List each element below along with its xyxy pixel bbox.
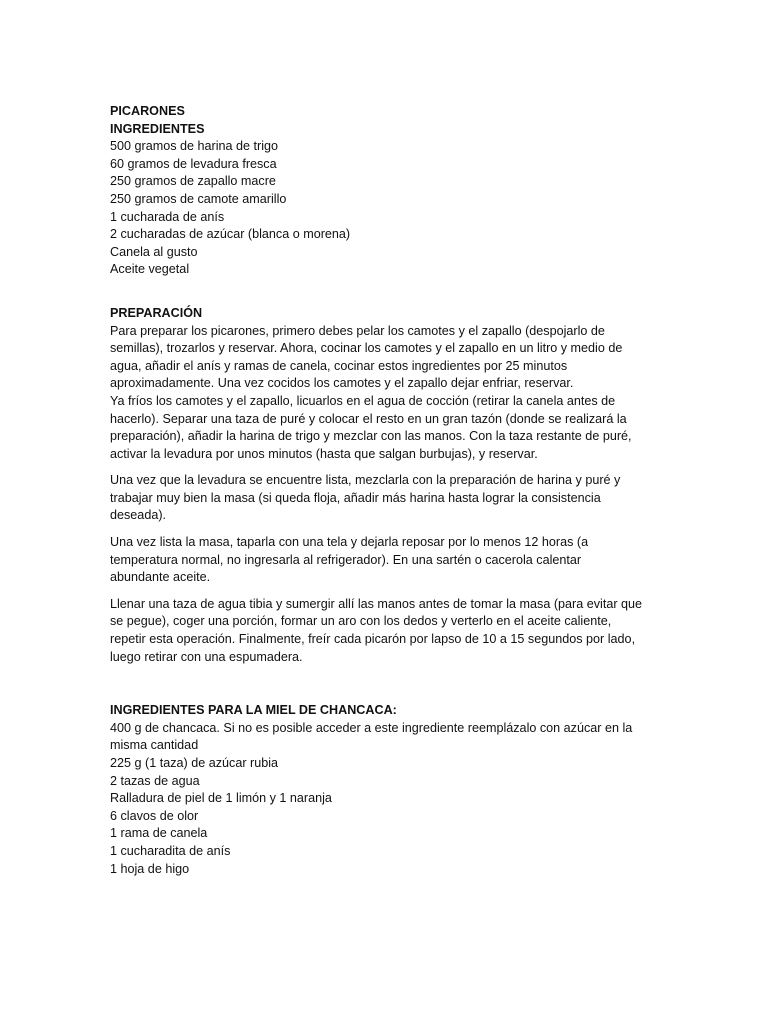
preparation-paragraph-1 [110, 323, 658, 464]
document-page [110, 103, 658, 878]
text-line: Una vez lista la masa, taparla con una tela y dejarla reposar por lo menos 12 horas (a [110, 535, 589, 550]
ingredient-item: 250 gramos de camote amarillo [110, 191, 287, 206]
ingredients-list [110, 138, 658, 279]
text-line: activar la levadura por unos minutos (hasta que salgan burbujas), y reservar. [110, 446, 538, 461]
syrup-item: 225 g (1 taza) de azúcar rubia [110, 756, 279, 770]
text-line: agua, añadir el anís y ramas de canela, cocinar estos ingredientes por 25 minutos [110, 358, 568, 373]
ingredient-item: 2 cucharadas de azúcar (blanca o morena) [110, 227, 351, 242]
text-line: aproximadamente. Una vez cocidos los camotes y el zapallo dejar enfriar, reservar. [110, 376, 574, 391]
text-line: Para preparar los picarones, primero debes pelar los camotes y el zapallo (despojarlo de [110, 323, 605, 338]
ingredient-item: 1 cucharada de anís [110, 209, 225, 224]
syrup-item: 2 tazas de agua [110, 773, 200, 788]
syrup-item: 400 g de chancaca. Si no es posible acceder a este ingrediente reemplázalo con azúcar en la [110, 720, 633, 735]
text-line: abundante aceite. [110, 570, 211, 585]
text-line: semillas), trozarlos y reservar. Ahora, cocinar los camotes y el zapallo en un litro y medio de [110, 341, 623, 356]
preparation-heading: PREPARACIÓN [110, 305, 203, 320]
text-line: deseada). [110, 508, 167, 523]
ingredient-item: Canela al gusto [110, 244, 198, 259]
syrup-item: 1 rama de canela [110, 826, 208, 841]
text-line: Una vez que la levadura se encuentre lista, mezclarla con la preparación de harina y puré y [110, 473, 621, 488]
syrup-item: misma cantidad [110, 738, 199, 753]
recipe-title: PICARONES [110, 104, 185, 118]
text-line: hacerlo). Separar una taza de puré y colocar el resto en un gran tazón (donde se realizará la [110, 411, 627, 426]
syrup-ingredients-list [110, 720, 658, 878]
syrup-item: 1 cucharadita de anís [110, 843, 231, 858]
text-line: Llenar una taza de agua tibia y sumergir allí las manos antes de tomar la masa (para evitar que [110, 596, 643, 611]
syrup-heading: INGREDIENTES PARA LA MIEL DE CHANCACA: [110, 703, 397, 718]
preparation-paragraph-4 [110, 596, 658, 666]
syrup-item: Ralladura de piel de 1 limón y 1 naranja [110, 791, 332, 806]
text-line: trabajar muy bien la masa (si queda floja, añadir más harina hasta lograr la consistencia [110, 490, 601, 505]
text-line: luego retirar con una espumadera. [110, 649, 303, 664]
syrup-item: 1 hoja de higo [110, 861, 190, 876]
text-line: Ya fríos los camotes y el zapallo, licuarlos en el agua de cocción (retirar la canela antes de [110, 393, 616, 408]
preparation-paragraph-2 [110, 472, 658, 525]
ingredients-heading: INGREDIENTES [110, 121, 205, 136]
ingredient-item: 500 gramos de harina de trigo [110, 139, 279, 154]
ingredient-item: 60 gramos de levadura fresca [110, 156, 277, 171]
text-line: temperatura normal, no ingresarla al refrigerador). En una sartén o cacerola calentar [110, 552, 582, 567]
text-line: se pegue), coger una porción, formar un aro con los dedos y verterlo en el aceite caliente, [110, 614, 612, 629]
ingredient-item: 250 gramos de zapallo macre [110, 174, 276, 189]
syrup-item: 6 clavos de olor [110, 808, 199, 823]
ingredient-item: Aceite vegetal [110, 262, 190, 277]
text-line: repetir esta operación. Finalmente, freír cada picarón por lapso de 10 a 15 segundos por lado, [110, 632, 636, 647]
text-line: preparación), añadir la harina de trigo y mezclar con las manos. Con la taza restante de puré, [110, 429, 632, 444]
preparation-paragraph-3 [110, 534, 658, 587]
